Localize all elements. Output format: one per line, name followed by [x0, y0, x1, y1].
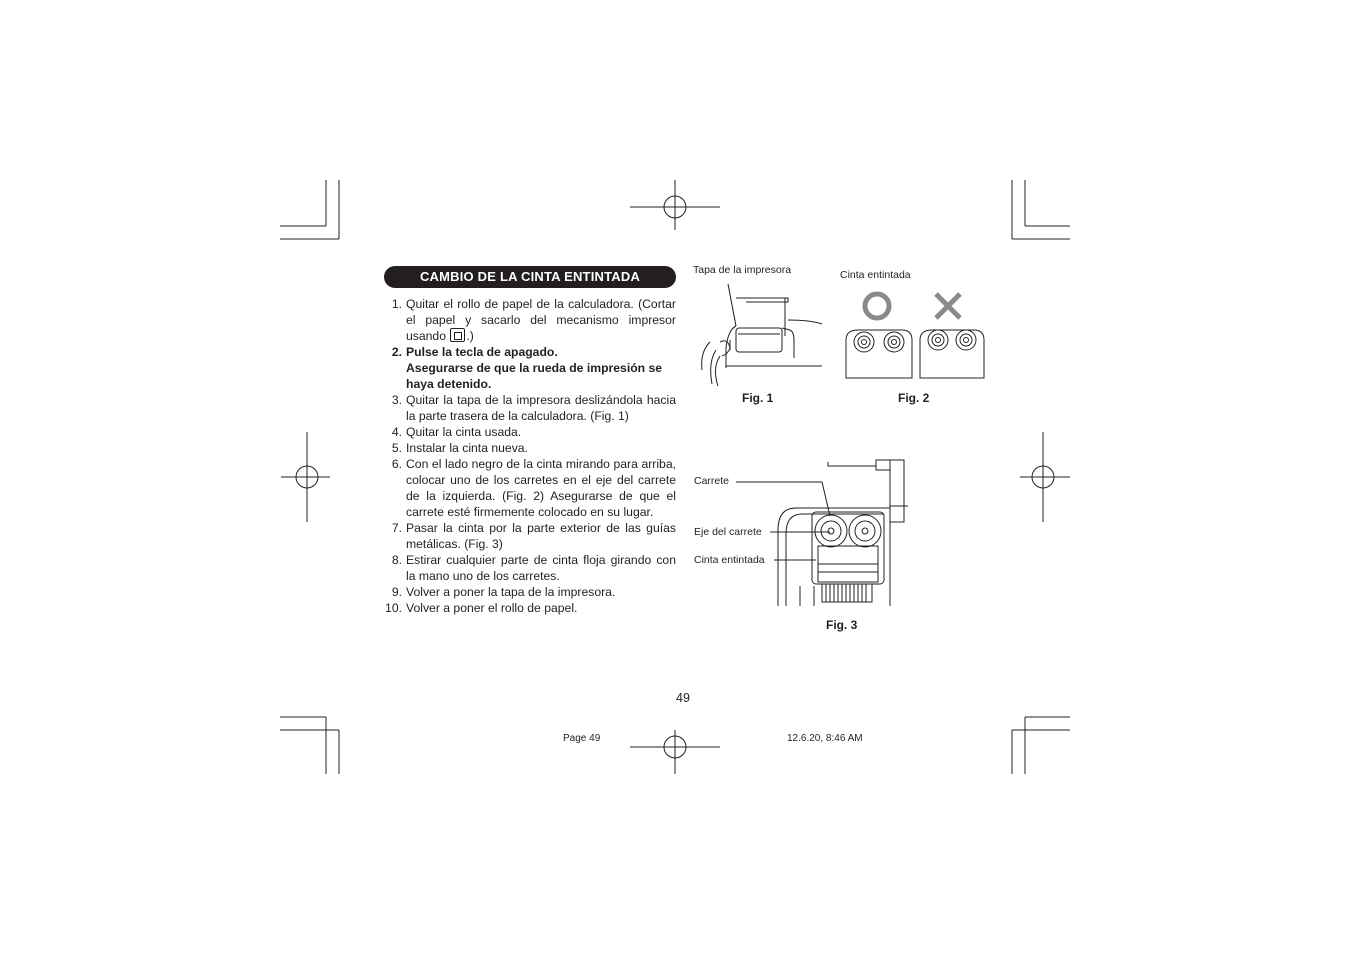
- step-text-end: .): [466, 329, 474, 343]
- step-text-warning: Asegurarse de que la rueda de impresión se haya detenido.: [406, 361, 663, 391]
- list-item: [380, 440, 676, 456]
- paper-feed-key-icon: [450, 328, 465, 342]
- step-text: Pulse la tecla de apagado.: [406, 345, 558, 359]
- list-item: [380, 296, 676, 344]
- fig3-label-carrete: Carrete: [694, 475, 730, 487]
- step-number: 8.: [391, 553, 402, 567]
- step-text: Estirar cualquier parte de cinta floja girando con la mano uno de los carretes.: [406, 553, 676, 583]
- step-text: Con el lado negro de la cinta mirando para arriba, colocar uno de los carretes en el eje del carrete de la izquierda. (Fig. 2) Asegurarse de que el carrete esté firmemente colocado en su lugar.: [406, 457, 676, 519]
- fig2-label: Cinta entintada: [840, 269, 911, 281]
- list-item: [380, 344, 676, 392]
- page-number: 49: [676, 691, 690, 705]
- list-item: [380, 600, 676, 616]
- fig3-label-eje: Eje del carrete: [694, 526, 762, 538]
- fig1-illustration: [690, 278, 830, 388]
- cross-icon: [936, 294, 960, 318]
- footer-page: Page 49: [563, 733, 601, 744]
- instruction-list: [380, 296, 676, 616]
- step-number: 2.: [391, 345, 402, 359]
- step-text: Instalar la cinta nueva.: [406, 441, 528, 455]
- step-text: Volver a poner el rollo de papel.: [406, 601, 578, 615]
- list-item: [380, 456, 676, 520]
- step-text: Pasar la cinta por la parte exterior de las guías metálicas. (Fig. 3): [406, 521, 676, 551]
- fig3-label-cinta: Cinta entintada: [694, 554, 765, 566]
- step-number: 5.: [391, 441, 402, 455]
- step-number: 9.: [391, 585, 402, 599]
- fig2-illustration: [840, 286, 990, 386]
- step-text: Volver a poner la tapa de la impresora.: [406, 585, 616, 599]
- step-text: Quitar la cinta usada.: [406, 425, 522, 439]
- circle-icon: [865, 294, 889, 318]
- step-number: 1.: [391, 297, 402, 311]
- step-number: 4.: [391, 425, 402, 439]
- step-number: 6.: [391, 457, 402, 471]
- list-item: [380, 584, 676, 600]
- list-item: [380, 392, 676, 424]
- step-text: Quitar la tapa de la impresora deslizándola hacia la parte trasera de la calculadora. (Fig. 1): [406, 393, 676, 423]
- list-item: [380, 520, 676, 552]
- fig3-caption: Fig. 3: [826, 618, 858, 632]
- fig1-caption: Fig. 1: [742, 391, 774, 405]
- step-number: 3.: [391, 393, 402, 407]
- fig3-illustration: [730, 456, 910, 612]
- step-number: 7.: [391, 521, 402, 535]
- footer-timestamp: 12.6.20, 8:46 AM: [787, 733, 863, 744]
- fig1-label: Tapa de la impresora: [693, 264, 792, 276]
- step-text: Quitar el rollo de papel de la calculadora. (Cortar el papel y sacarlo del mecanismo impresor usando: [406, 297, 676, 343]
- step-number: 10.: [385, 601, 402, 615]
- fig2-caption: Fig. 2: [898, 391, 930, 405]
- list-item: [380, 552, 676, 584]
- list-item: [380, 424, 676, 440]
- section-title: CAMBIO DE LA CINTA ENTINTADA: [384, 266, 676, 288]
